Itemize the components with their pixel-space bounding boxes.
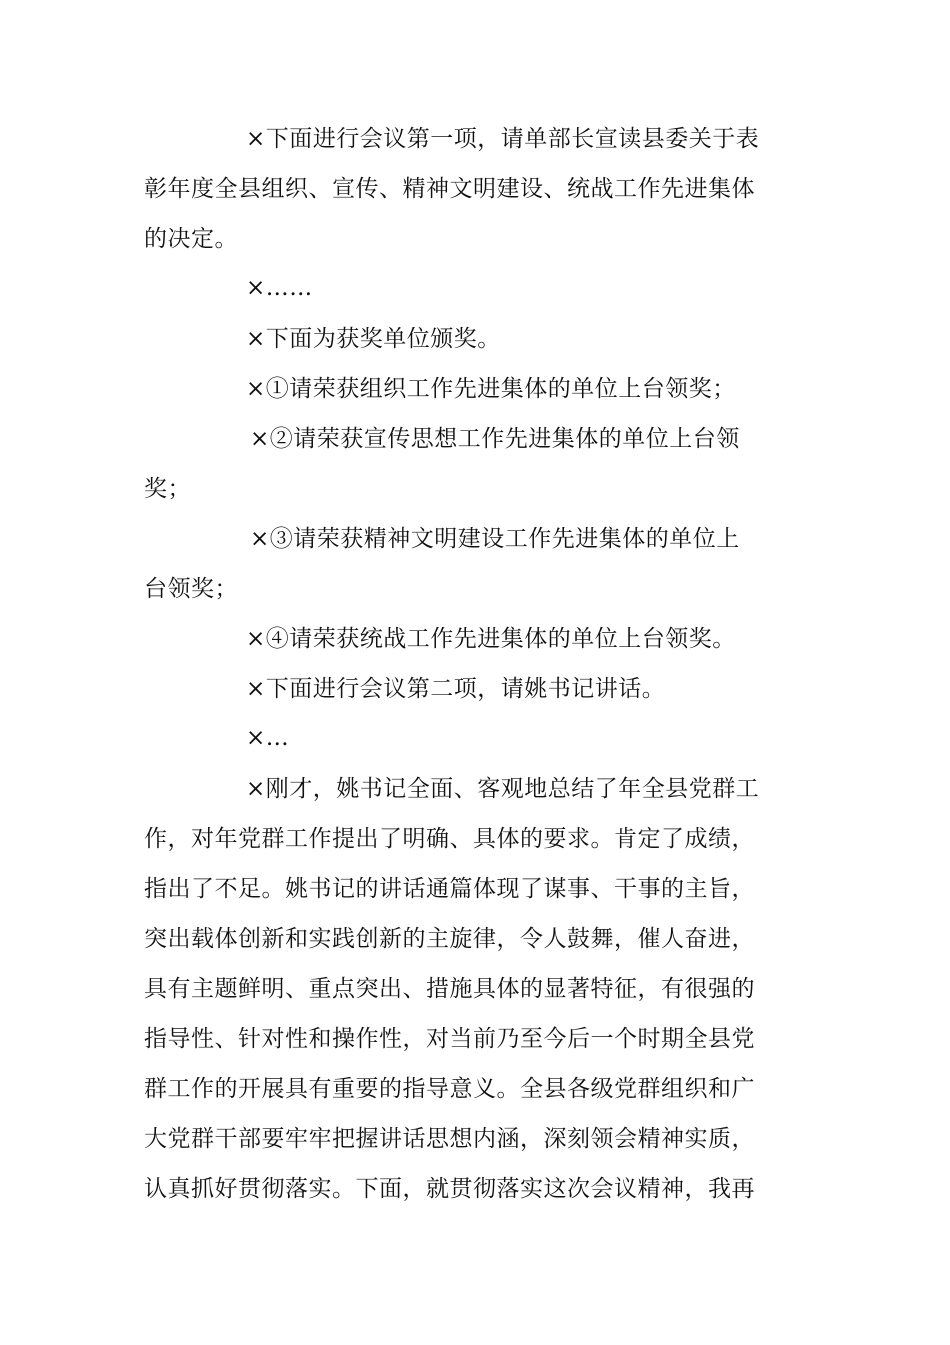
text-line: ×…… (246, 275, 313, 301)
text-line: 指导性、针对性和操作性，对当前乃至今后一个时期全县党 (144, 1026, 755, 1052)
text-line: 奖； (144, 476, 191, 502)
text-line: 作，对年党群工作提出了明确、具体的要求。肯定了成绩， (144, 826, 755, 852)
text-line: 大党群干部要牢牢把握讲话思想内涵，深刻领会精神实质， (144, 1126, 755, 1152)
text-line: 彰年度全县组织、宣传、精神文明建设、统战工作先进集体 (144, 176, 755, 202)
text-line: ×③请荣获精神文明建设工作先进集体的单位上 (250, 526, 740, 552)
text-line: 指出了不足。姚书记的讲话通篇体现了谋事、干事的主旨， (144, 876, 755, 902)
text-line: 群工作的开展具有重要的指导意义。全县各级党群组织和广 (144, 1076, 755, 1102)
text-line: ×下面进行会议第一项，请单部长宣读县委关于表 (246, 126, 760, 152)
text-line: ×下面为获奖单位颁奖。 (246, 326, 501, 352)
text-line: 的决定。 (144, 226, 238, 252)
text-line: 台领奖； (144, 576, 238, 602)
text-line: ×①请荣获组织工作先进集体的单位上台领奖； (246, 376, 736, 402)
text-line: ×②请荣获宣传思想工作先进集体的单位上台领 (250, 426, 740, 452)
text-line: 具有主题鲜明、重点突出、措施具体的显著特征，有很强的 (144, 976, 755, 1002)
text-line: 突出载体创新和实践创新的主旋律，令人鼓舞，催人奋进， (144, 926, 755, 952)
text-line: ×下面进行会议第二项，请姚书记讲话。 (246, 676, 666, 702)
text-line: 认真抓好贯彻落实。下面，就贯彻落实这次会议精神，我再 (144, 1176, 755, 1202)
text-line: ×④请荣获统战工作先进集体的单位上台领奖。 (246, 626, 736, 652)
text-line: ×刚才，姚书记全面、客观地总结了年全县党群工 (246, 776, 760, 802)
text-line: ×… (246, 725, 290, 751)
